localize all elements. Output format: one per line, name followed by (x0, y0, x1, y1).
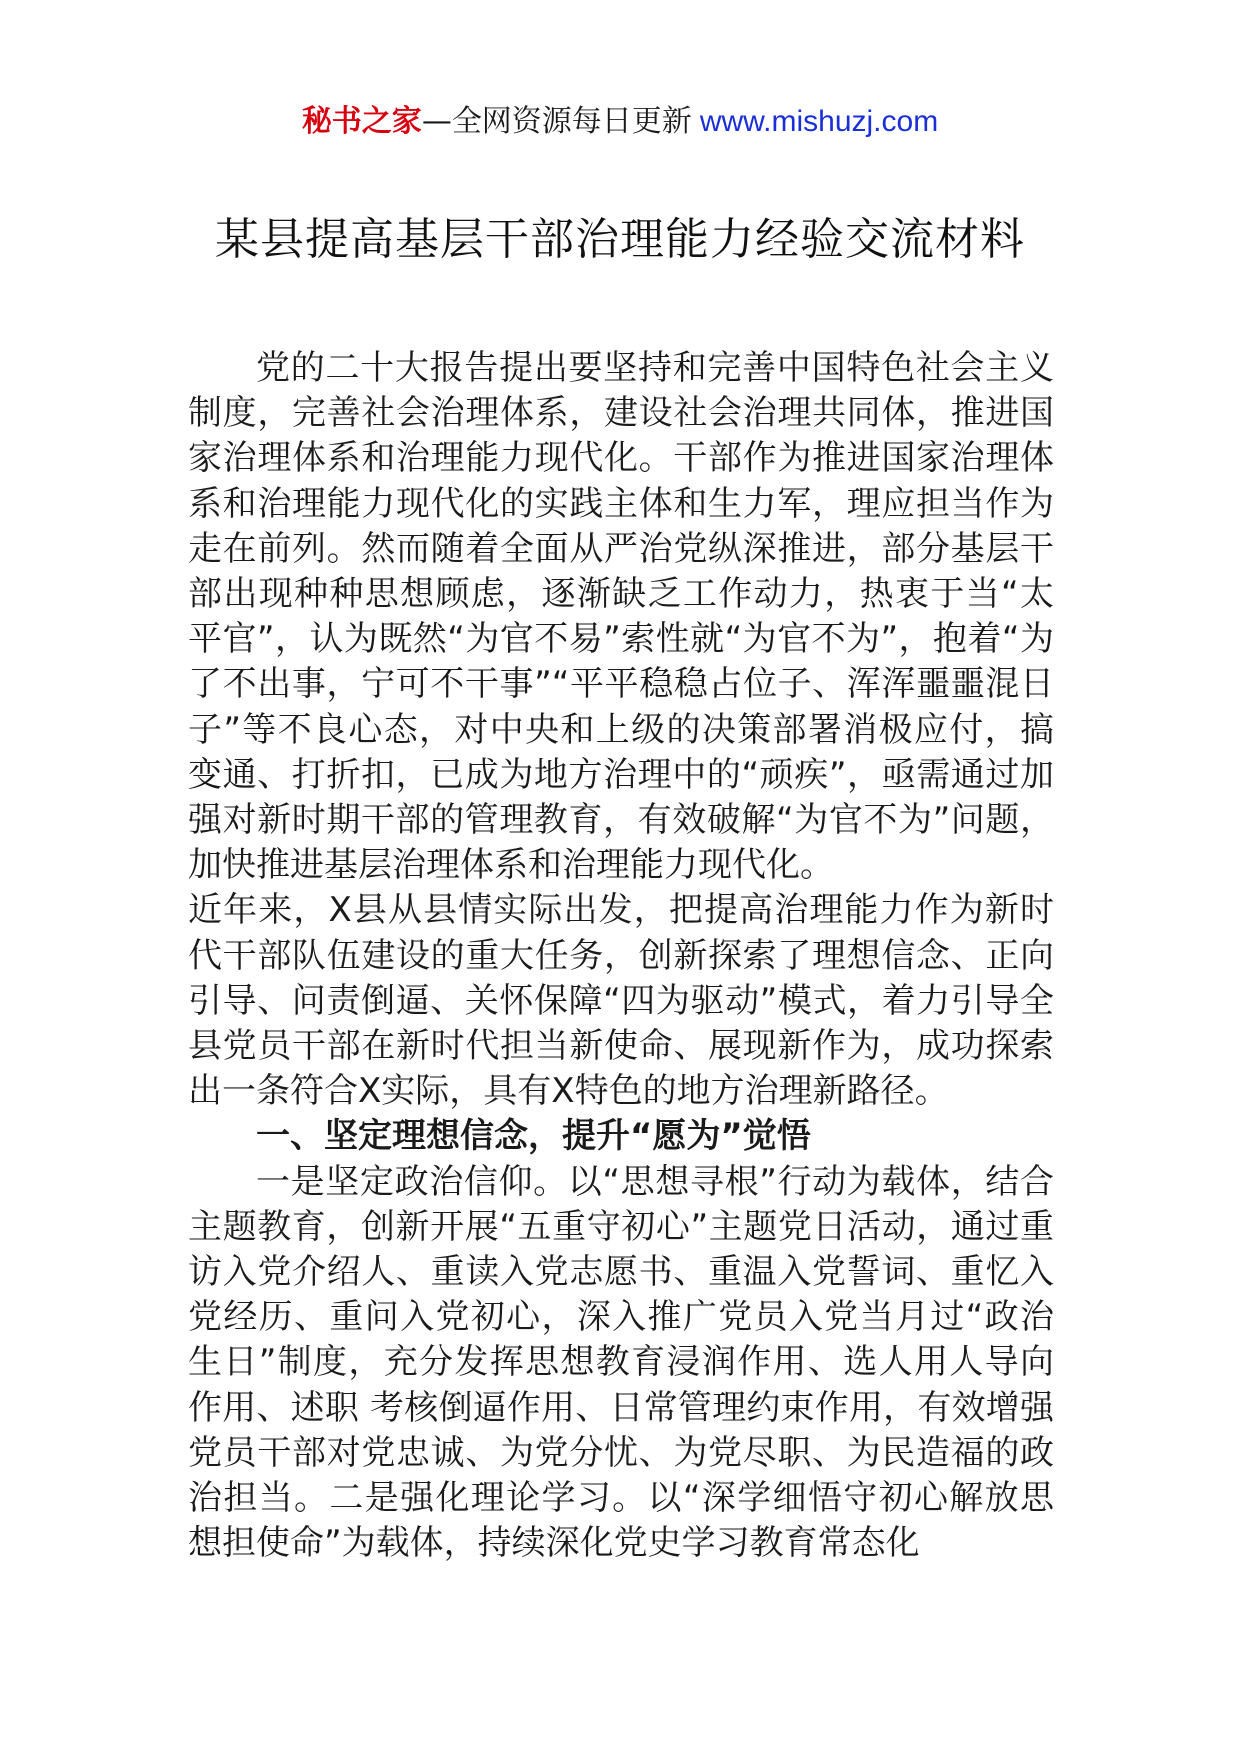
paragraph-overview: 近年来，X县从县情实际出发，把提高治理能力作为新时代干部队伍建设的重大任务，创新探索了理想信念、正向引导、问责倒逼、关怀保障“四为驱动”模式，着力引导全县党员干部在新时代担当新使命、展现新作为，成功探索出一条符合X实际，具有X特色的地方治理新路径。 (188, 890, 1054, 1112)
paragraph-section-one: 一是坚定政治信仰。以“思想寻根”行动为载体，结合主题教育，创新开展“五重守初心”主题党日活动，通过重访入党介绍人、重读入党志愿书、重温入党誓词、重忆入党经历、重问入党初心，深入推广党员入党当月过“政治生日”制度，充分发挥思想教育浸润作用、选人用人导向作用、述职 考核倒逼作用、日常管理约束作用，有效增强党员干部对党忠诚、为党分忧、为党尽职、为民造福的政治担当。二是强化理论学习。以“深学细悟守初心解放思想担使命”为载体，持续深化党史学习教育常态化 (188, 1161, 1054, 1564)
document-body (188, 346, 1054, 1566)
site-url-link[interactable]: www.mishuzj.com (699, 105, 939, 138)
site-brand: 秘书之家 (301, 104, 422, 139)
document-title: 某县提高基层干部治理能力经验交流材料 (215, 214, 1025, 265)
site-slogan: —全网资源每日更新 (421, 104, 692, 139)
site-header (0, 100, 1240, 144)
paragraph-intro: 党的二十大报告提出要坚持和完善中国特色社会主义制度，完善社会治理体系，建设社会治理共同体，推进国家治理体系和治理能力现代化。干部作为推进国家治理体系和治理能力现代化的实践主体和生力军，理应担当作为走在前列。然而随着全面从严治党纵深推进，部分基层干部出现种种思想顾虑，逐渐缺乏工作动力，热衷于当“太平官”，认为既然“为官不易”索性就“为官不为”，抱着“为了不出事，宁可不干事”“平平稳稳占位子、浑浑噩噩混日子”等不良心态，对中央和上级的决策部署消极应付，搞变通、打折扣，已成为地方治理中的“顽疾”，亟需通过加强对新时期干部的管理教育，有效破解“为官不为”问题，加快推进基层治理体系和治理能力现代化。 (188, 348, 1054, 886)
section-heading: 一、坚定理想信念，提升“愿为”觉悟 (256, 1116, 811, 1157)
